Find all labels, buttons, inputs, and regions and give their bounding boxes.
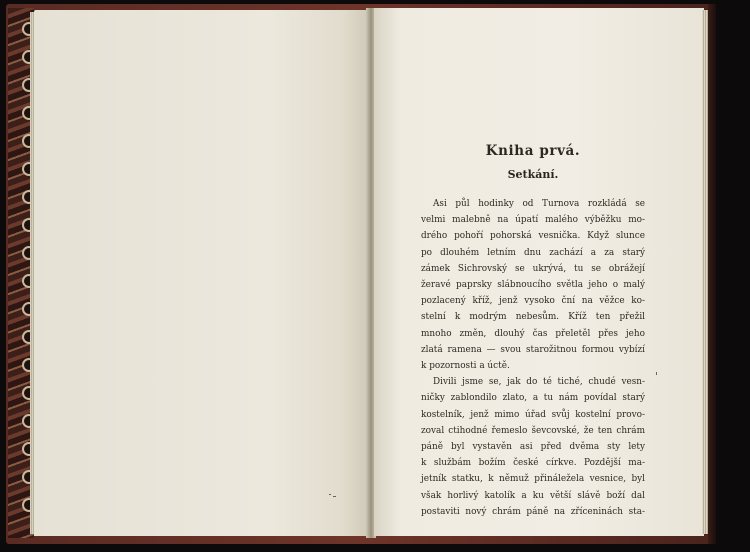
text-line: Asi půl hodinky od Turnova rozkládá se — [433, 199, 645, 209]
text-line: zámek Sichrovský se ukrývá, tu se obrážejí — [421, 263, 645, 274]
text-line: Divili jsme se, jak do té tiché, chudé vesn- — [433, 377, 645, 388]
text-line: drého pohoří pohorská vesnička. Když slunce — [421, 231, 645, 242]
page-speck — [333, 496, 336, 497]
text-line: žeravé paprsky slábnoucího světla jeho o malý — [421, 280, 645, 291]
text-line: zlatá ramena — svou starožitnou formou vybízí — [421, 344, 645, 355]
left-page — [34, 10, 370, 536]
page-speck — [656, 372, 657, 375]
text-line: páně byl vystavěn asi před dvěma sty lety — [421, 442, 645, 453]
cover-edge — [708, 4, 716, 544]
text-line: jetník statku, k němuž přináležela vesnice, byl — [421, 474, 645, 485]
chapter-title: Kniha prvá. — [485, 143, 581, 159]
body-text — [421, 196, 645, 520]
text-line: k službám božím české církve. Pozdější ma- — [421, 458, 645, 469]
text-line: však horlivý katolík a ku větší slávě boží dal — [421, 490, 645, 501]
text-line: mnoho změn, dlouhý čas přeletěl přes jeho — [421, 328, 645, 339]
page-speck — [329, 494, 331, 495]
text-line: pozlacený kříž, jenž vysoko ční na věžce ko- — [421, 296, 645, 307]
text-line: ničky zablondilo zlato, a tu nám povídal starý — [421, 393, 645, 404]
text-line: velmi malebně na úpatí malého výběžku mo- — [421, 215, 645, 226]
right-page-edges — [702, 10, 708, 534]
text-line: kostelník, jenž mimo úřad svůj kostelní provo- — [421, 409, 645, 420]
text-line: po dlouhém letním dnu zachází a za starý — [421, 247, 645, 258]
text-line: stelní k modrým nebesům. Kříž ten přežil — [421, 312, 645, 323]
text-line: zoval ctihodné řemeslo ševcovské, že ten chrám — [421, 425, 645, 436]
section-title: Setkání. — [507, 168, 559, 181]
text-line: k pozornosti a úctě. — [421, 361, 510, 372]
text-line: postaviti nový chrám páně na zříceninách sta- — [421, 506, 645, 517]
